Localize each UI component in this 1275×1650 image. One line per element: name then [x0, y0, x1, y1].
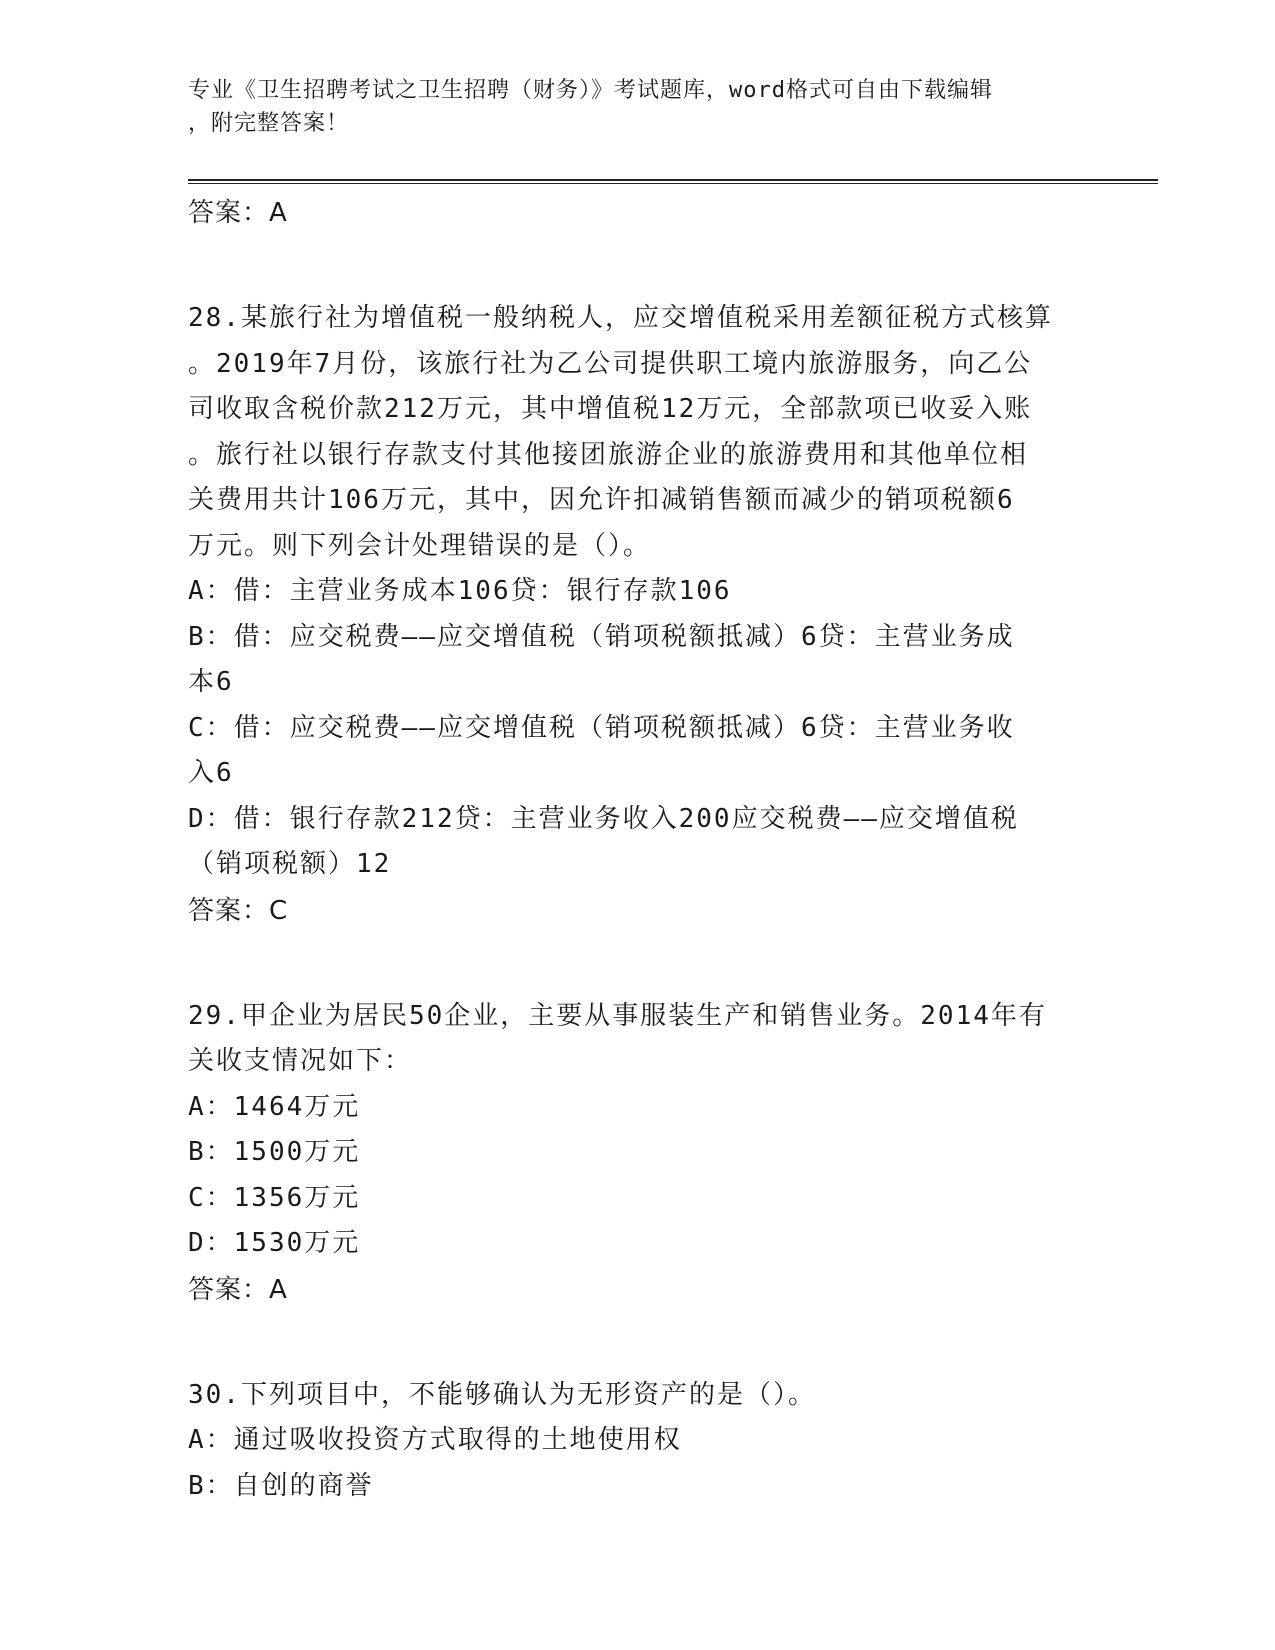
option-line: 入6 [188, 758, 234, 788]
answer-line: 答案：A [188, 198, 288, 228]
answer-line: 答案：A [188, 1274, 288, 1305]
question-stem-line: 司收取含税价款212万元，其中增值税12万元，全部款项已收妥入账 [188, 394, 1033, 424]
question-stem-line: 28.某旅行社为增值税一般纳税人，应交增值税采用差额征税方式核算 [188, 303, 1053, 333]
document-body [188, 190, 1088, 1509]
answer-line: 答案：C [188, 895, 289, 926]
document-header [188, 74, 1088, 140]
option-line: A：通过吸收投资方式取得的土地使用权 [188, 1425, 682, 1455]
header-divider-thin [188, 183, 1158, 184]
question-stem-line: 万元。则下列会计处理错误的是（）。 [188, 530, 652, 561]
option-line: B：1500万元 [188, 1137, 361, 1167]
option-line: 本6 [188, 667, 234, 697]
option-line: C：借：应交税费——应交增值税（销项税额抵减）6贷：主营业务收 [188, 712, 1015, 743]
option-line: D：1530万元 [188, 1228, 361, 1258]
question-stem-line: 。2019年7月份，该旅行社为乙公司提供职工境内旅游服务，向乙公 [188, 348, 1033, 379]
question-stem-line: 。旅行社以银行存款支付其他接团旅游企业的旅游费用和其他单位相 [188, 439, 1029, 470]
question-list [188, 296, 1088, 1509]
option-line: （销项税额）12 [188, 849, 392, 879]
question-stem-line: 29.甲企业为居民50企业，主要从事服装生产和销售业务。2014年有 [188, 1000, 1047, 1031]
question-stem-line: 关收支情况如下： [188, 1046, 413, 1076]
header-line-2: ，附完整答案！ [188, 111, 350, 136]
question-block [188, 1373, 1088, 1510]
option-line: B：自创的商誉 [188, 1470, 374, 1501]
option-line: B：借：应交税费——应交增值税（销项税额抵减）6贷：主营业务成 [188, 621, 1015, 652]
option-line: C：1356万元 [188, 1182, 361, 1213]
header-line-1: 专业《卫生招聘考试之卫生招聘（财务）》考试题库，word格式可自由下载编辑 [188, 78, 993, 103]
option-line: A：借：主营业务成本106贷：银行存款106 [188, 576, 732, 606]
question-block [188, 994, 1088, 1313]
option-line: A：1464万元 [188, 1091, 361, 1122]
header-divider-thick [188, 179, 1158, 181]
question-stem-line: 30.下列项目中，不能够确认为无形资产的是（）。 [188, 1379, 816, 1410]
question-block [188, 296, 1088, 934]
question-stem-line: 关费用共计106万元，其中，因允许扣减销售额而减少的销项税额6 [188, 485, 1015, 515]
option-line: D：借：银行存款212贷：主营业务收入200应交税费——应交增值税 [188, 803, 1019, 834]
